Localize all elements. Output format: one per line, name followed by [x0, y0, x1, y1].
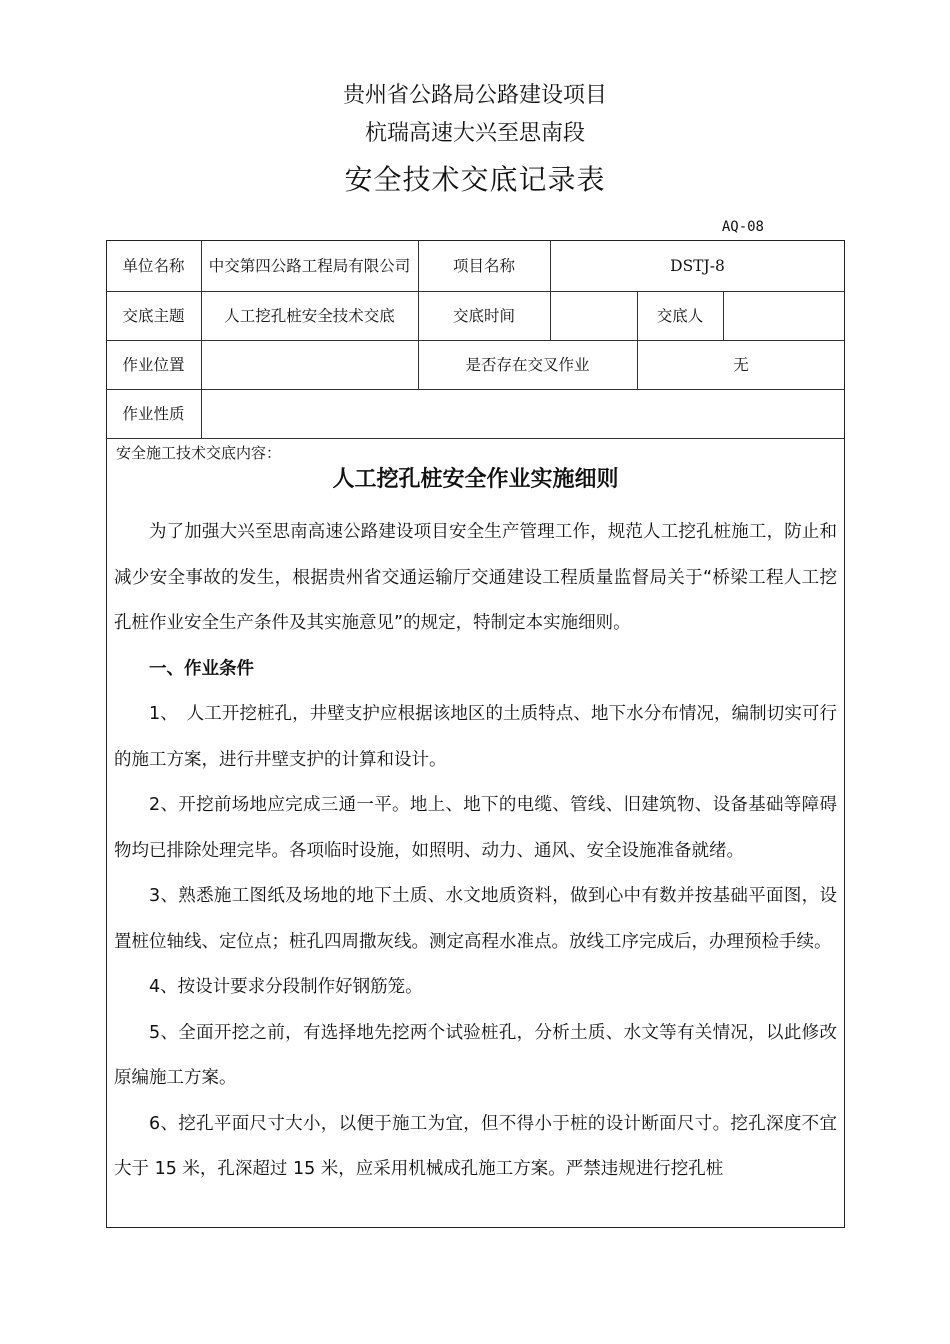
form-code: AQ-08 [721, 219, 764, 235]
nature-value [201, 389, 845, 438]
topic-value: 人工挖孔桩安全技术交底 [224, 306, 395, 325]
nature-label: 作业性质 [122, 404, 185, 423]
rules-title: 人工挖孔桩安全作业实施细则 [332, 467, 619, 492]
paragraph: 2、开挖前场地应完成三通一平。地上、地下的电缆、管线、旧建筑物、设备基础等障碍物均已排除处理完毕。各项临时设施，如照明、动力、通风、安全设施准备就绪。 [114, 795, 837, 861]
time-label: 交底时间 [452, 306, 515, 325]
paragraph: 4、按设计要求分段制作好钢筋笼。 [149, 977, 423, 997]
paragraph: 6、挖孔平面尺寸大小，以便于施工为宜，但不得小于桩的设计断面尺寸。挖孔深度不宜大于 15 米，孔深超过 15 米，应采用机械成孔施工方案。严禁违规进行挖孔桩 [114, 1113, 837, 1179]
location-value [201, 340, 418, 389]
unit-name-label: 单位名称 [122, 256, 185, 275]
section-heading: 一、作业条件 [149, 658, 254, 679]
person-label: 交底人 [656, 306, 704, 325]
content-intro: 安全施工技术交底内容： [116, 444, 282, 462]
person-value [723, 291, 845, 340]
paragraph: 1、 人工开挖桩孔，井壁支护应根据该地区的土质特点、地下水分布情况，编制切实可行的施工方案，进行井壁支护的计算和设计。 [114, 704, 837, 770]
time-value [550, 291, 637, 340]
project-name-label: 项目名称 [452, 256, 515, 275]
unit-name-value: 中交第四公路工程局有限公司 [208, 256, 411, 275]
project-name-value: DSTJ-8 [670, 256, 725, 275]
topic-label: 交底主题 [122, 306, 185, 325]
header-line-1: 贵州省公路局公路建设项目 [342, 83, 607, 108]
paragraph: 为了加强大兴至思南高速公路建设项目安全生产管理工作，规范人工挖孔桩施工，防止和减少安全事故的发生，根据贵州省交通运输厅交通建设工程质量监督局关于“桥梁工程人工挖孔桩作业安全生产条件及其实施意见”的规定，特制定本实施细则。 [114, 522, 837, 633]
paragraph: 5、全面开挖之前，有选择地先挖两个试验桩孔，分析土质、水文等有关情况，以此修改原编施工方案。 [114, 1022, 837, 1088]
rules-body [114, 510, 837, 1193]
cross-work-value: 无 [733, 355, 749, 374]
row-divider [106, 438, 845, 439]
header-line-2: 杭瑞高速大兴至思南段 [364, 121, 585, 146]
cross-work-label: 是否存在交叉作业 [465, 355, 590, 374]
location-label: 作业位置 [122, 355, 185, 374]
form-title: 安全技术交底记录表 [344, 163, 606, 196]
paragraph: 3、熟悉施工图纸及场地的地下土质、水文地质资料，做到心中有数并按基础平面图，设置桩位轴线、定位点；桩孔四周撒灰线。测定高程水准点。放线工序完成后，办理预检手续。 [114, 886, 837, 952]
